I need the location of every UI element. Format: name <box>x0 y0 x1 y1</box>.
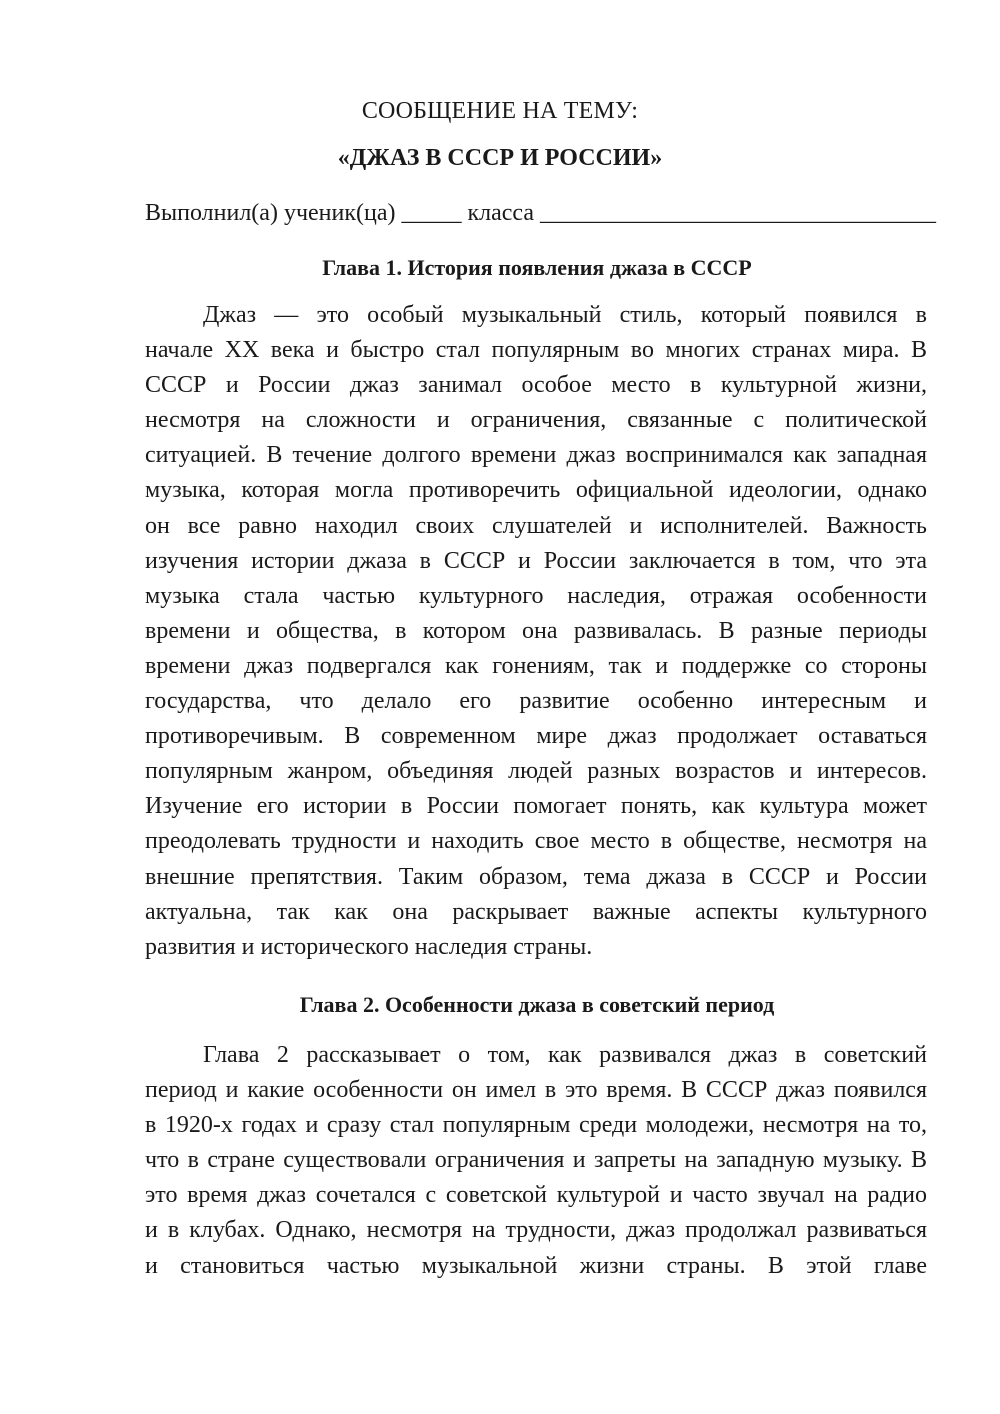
chapter-1-paragraph <box>145 298 927 965</box>
paragraph-line: времени и общества, в котором она развивалась. В разные периоды <box>145 617 927 644</box>
paragraph-line: Глава 2 рассказывает о том, как развивался джаз в советский <box>203 1042 927 1068</box>
paragraph-line: развития и исторического наследия страны. <box>145 933 593 960</box>
paragraph-line: он все равно находил своих слушателей и исполнителей. Важность <box>145 512 927 539</box>
paragraph-line: противоречивым. В современном мире джаз продолжает оставаться <box>145 723 927 750</box>
paragraph-line: музыка стала частью культурного наследия, отражая особенности <box>145 582 927 609</box>
document-title: «ДЖАЗ В СССР И РОССИИ» <box>337 145 663 171</box>
paragraph-line: музыка, которая могла противоречить официальной идеологии, однако <box>145 477 927 504</box>
paragraph-line: времени джаз подвергался как гонениям, так и поддержке со стороны <box>145 652 927 679</box>
paragraph-line: актуальна, так как она раскрывает важные аспекты культурного <box>145 898 927 925</box>
chapter-1-title: Глава 1. История появления джаза в СССР <box>322 255 752 280</box>
paragraph-line: преодолевать трудности и находить свое место в обществе, несмотря на <box>145 828 927 855</box>
author-line: Выполнил(а) ученик(ца) _____ класса _________________________________ <box>145 200 937 226</box>
paragraph-line: начале XX века и быстро стал популярным во многих странах мира. В <box>145 337 927 364</box>
chapter-2-title: Глава 2. Особенности джаза в советский период <box>299 992 775 1017</box>
paragraph-line: в 1920-х годах и сразу стал популярным среди молодежи, несмотря на то, <box>145 1112 927 1139</box>
paragraph-line: популярным жанром, объединяя людей разных возрастов и интересов. <box>145 758 927 785</box>
paragraph-line: государства, что делало его развитие особенно интересным и <box>145 688 927 715</box>
paragraph-line: СССР и России джаз занимал особое место в культурной жизни, <box>145 372 927 399</box>
paragraph-line: период и какие особенности он имел в это время. В СССР джаз появился <box>145 1077 927 1104</box>
paragraph-line: внешние препятствия. Таким образом, тема джаза в СССР и России <box>145 863 927 890</box>
paragraph-line: и становиться частью музыкальной жизни страны. В этой главе <box>145 1252 927 1279</box>
paragraph-line: Джаз — это особый музыкальный стиль, который появился в <box>203 302 927 328</box>
topic-heading: СООБЩЕНИЕ НА ТЕМУ: <box>361 98 639 124</box>
paragraph-line: что в стране существовали ограничения и запреты на западную музыку. В <box>145 1147 927 1174</box>
chapter-2-paragraph <box>145 1038 927 1284</box>
paragraph-line: несмотря на сложности и ограничения, связанные с политической <box>145 407 927 434</box>
paragraph-line: Изучение его истории в России помогает понять, как культура может <box>145 793 927 820</box>
paragraph-line: изучения истории джаза в СССР и России заключается в том, что эта <box>145 547 927 574</box>
paragraph-line: и в клубах. Однако, несмотря на трудности, джаз продолжал развиваться <box>145 1217 927 1244</box>
paragraph-line: это время джаз сочетался с советской культурой и часто звучал на радио <box>145 1182 927 1209</box>
paragraph-line: ситуацией. В течение долгого времени джаз воспринимался как западная <box>145 442 927 469</box>
